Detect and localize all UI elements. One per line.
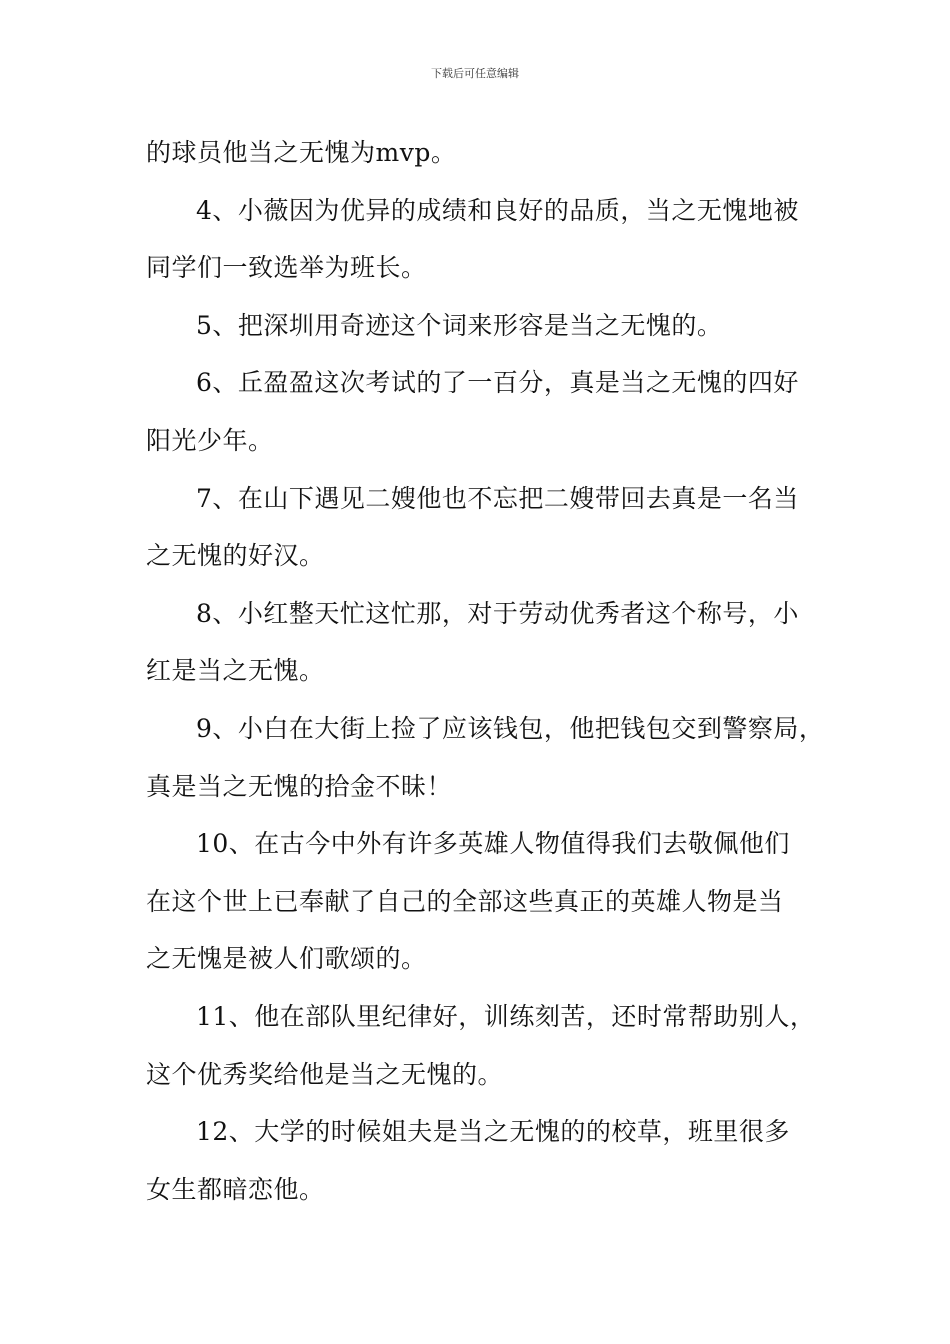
text-line: 女生都暗恋他。 [146,1174,325,1204]
text-line: 阳光少年。 [146,425,274,455]
text-line: 5、把深圳用奇迹这个词来形容是当之无愧的。 [196,310,723,340]
text-line: 8、小红整天忙这忙那，对于劳动优秀者这个称号，小 [196,598,799,628]
text-line: 红是当之无愧。 [146,656,325,686]
text-line: 9、小白在大街上捡了应该钱包，他把钱包交到警察局， [196,713,825,743]
text-line: 7、在山下遇见二嫂他也不忘把二嫂带回去真是一名当 [196,483,799,513]
text-line: 真是当之无愧的拾金不昧！ [146,771,453,801]
text-line: 之无愧是被人们歌颂的。 [146,944,427,974]
text-line: 之无愧的好汉。 [146,541,325,571]
text-line: 4、小薇因为优异的成绩和良好的品质，当之无愧地被 [196,195,799,225]
text-line: 6、丘盈盈这次考试的了一百分，真是当之无愧的四好 [196,368,799,398]
text-line: 10、在古今中外有许多英雄人物值得我们去敬佩他们 [196,829,790,859]
text-line: 这个优秀奖给他是当之无愧的。 [146,1059,504,1089]
text-line: 在这个世上已奉献了自己的全部这些真正的英雄人物是当 [146,886,784,916]
document-body [146,124,825,1218]
text-line: 11、他在部队里纪律好，训练刻苦，还时常帮助别人， [196,1001,816,1031]
text-line: 的球员他当之无愧为mvp。 [146,138,457,167]
text-line: 同学们一致选举为班长。 [146,253,427,283]
page-header-note: 下载后可任意编辑 [431,67,519,80]
text-line: 12、大学的时候姐夫是当之无愧的的校草，班里很多 [196,1117,790,1147]
